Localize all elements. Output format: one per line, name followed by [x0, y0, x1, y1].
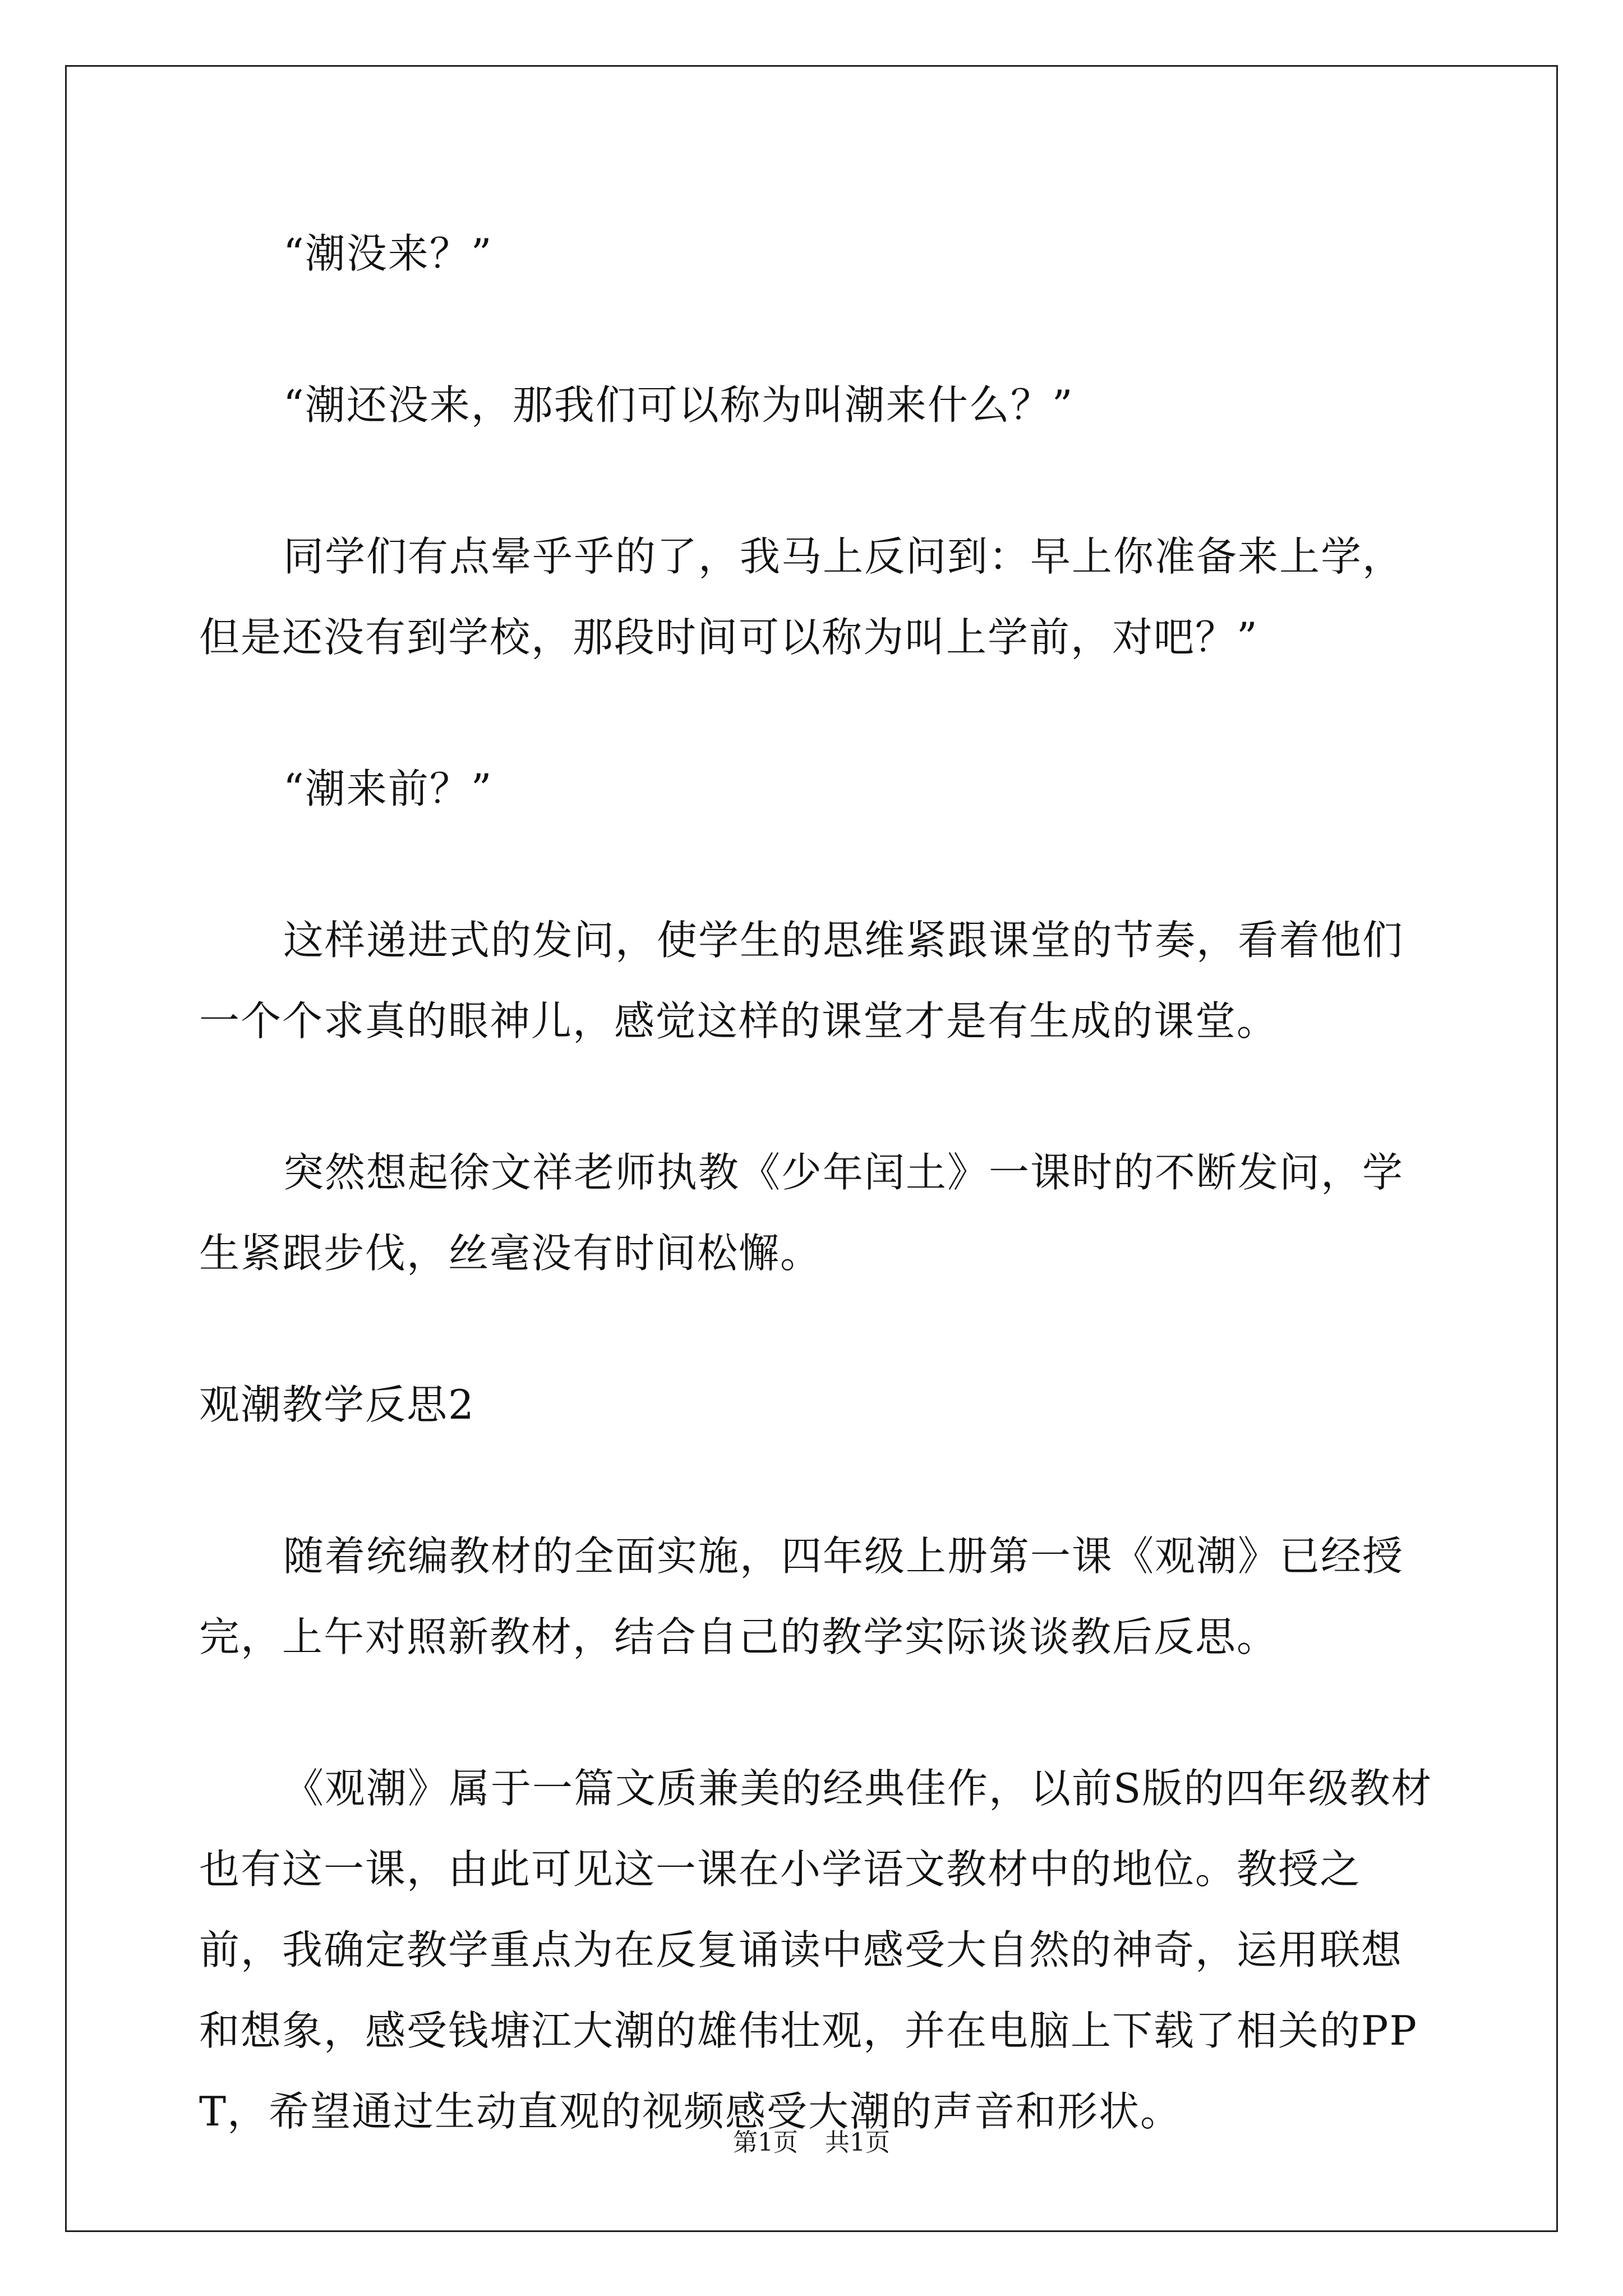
- paragraph-7: 随着统编教材的全面实施，四年级上册第一课《观潮》已经授完，上午对照新教材，结合自己的教学实际谈谈教后反思。: [199, 1533, 1404, 1660]
- page-number: 第1页: [733, 2128, 798, 2157]
- paragraph-6: 突然想起徐文祥老师执教《少年闰土》一课时的不断发问，学生紧跟步伐，丝毫没有时间松懈。: [199, 1149, 1404, 1277]
- paragraph-5: 这样递进式的发问，使学生的思维紧跟课堂的节奏，看着他们一个个求真的眼神儿，感觉这样的课堂才是有生成的课堂。: [199, 917, 1404, 1045]
- document-body: [199, 213, 1438, 2223]
- paragraph-3: 同学们有点晕乎乎的了，我马上反问到：早上你准备来上学，但是还没有到学校，那段时间可以称为叫上学前，对吧？”: [199, 533, 1404, 661]
- paragraph-2: “潮还没来，那我们可以称为叫潮来什么？”: [283, 381, 1074, 429]
- section-heading: 观潮教学反思2: [199, 1381, 475, 1428]
- paragraph-4: “潮来前？”: [283, 765, 493, 812]
- paragraph-8: 《观潮》属于一篇文质兼美的经典佳作，以前S版的四年级教材也有这一课，由此可见这一课在小学语文教材中的地位。教授之前，我确定教学重点为在反复诵读中感受大自然的神奇，运用联想和想象，感受钱塘江大潮的雄伟壮观，并在电脑上下载了相关的PPT，希望通过生动直观的视频感受大潮的声音和形状。: [199, 1765, 1433, 2135]
- page-footer: [0, 2126, 1623, 2160]
- page-total: 共1页: [825, 2128, 890, 2157]
- paragraph-1: “潮没来？”: [283, 230, 493, 277]
